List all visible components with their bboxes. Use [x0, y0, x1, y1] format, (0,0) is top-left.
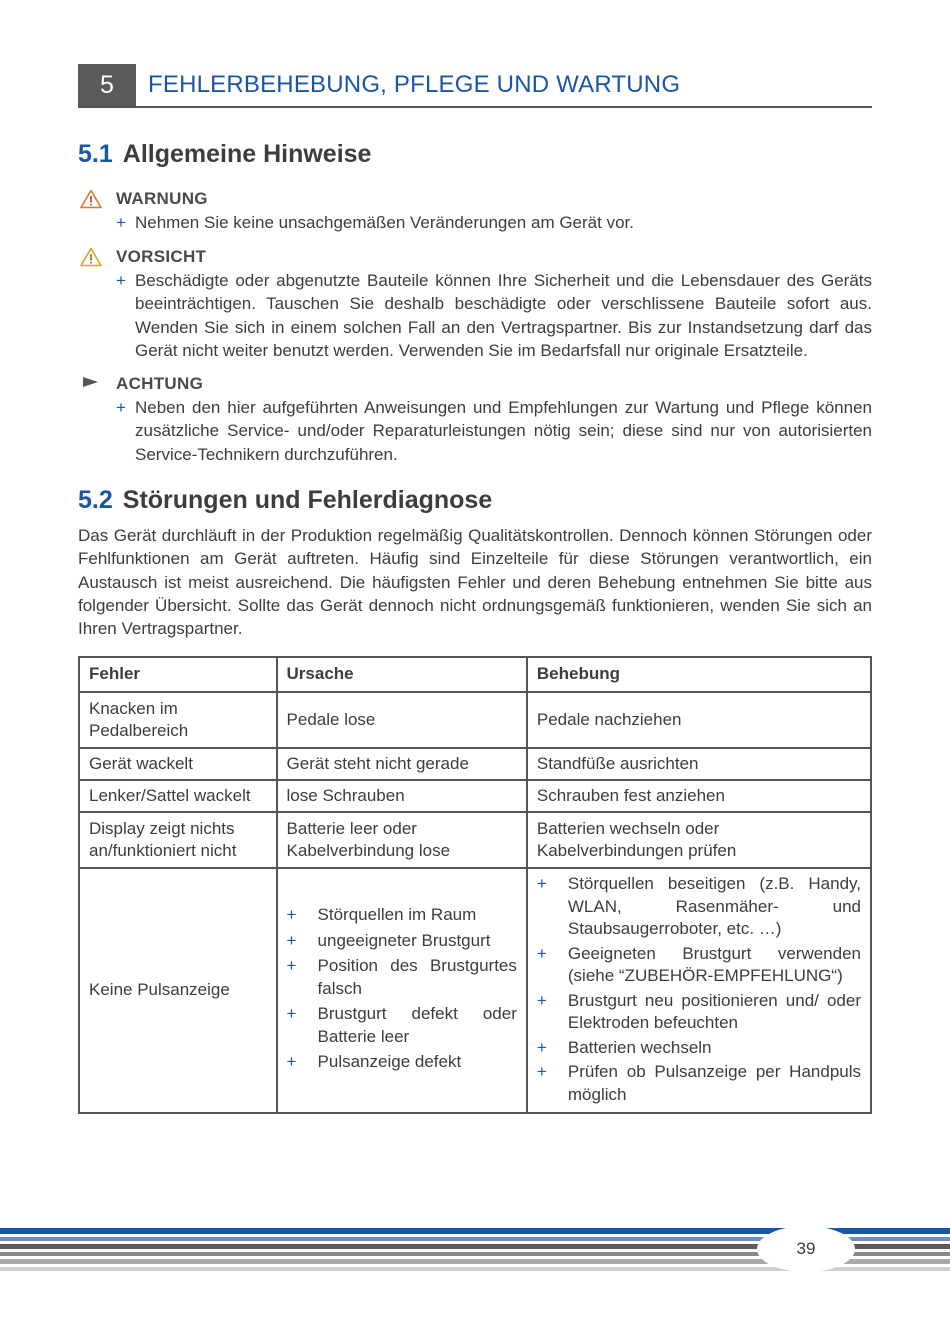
bullet-plus: + — [116, 213, 126, 232]
bullet-plus: + — [536, 990, 547, 1010]
warning-triangle-icon — [80, 189, 102, 209]
bullet-plus: + — [116, 271, 126, 290]
list-item — [537, 1061, 861, 1106]
cause-cell: Batterie leer oder Kabelverbindung lose — [277, 812, 527, 868]
cause-list — [287, 904, 517, 1074]
table-row — [79, 812, 871, 868]
table-row — [79, 692, 871, 748]
warning-label: WARNUNG — [116, 189, 208, 208]
caution-item — [116, 269, 872, 362]
fix-cell: Batterien wechseln oder Kabelverbindungen prüfen — [527, 812, 871, 868]
cause-cell — [277, 868, 527, 1113]
fix-text: Batterien wechseln — [567, 1037, 712, 1057]
list-item — [287, 1051, 517, 1074]
fix-cell: Standfüße ausrichten — [527, 748, 871, 780]
table-row — [79, 780, 871, 812]
section-number: 5.2 — [78, 486, 113, 514]
bullet-plus: + — [536, 943, 547, 963]
list-item — [537, 873, 861, 941]
fix-text: Prüfen ob Pulsanzeige per Handpuls möglich — [567, 1062, 861, 1104]
table-row — [79, 748, 871, 780]
chapter-header — [78, 64, 872, 108]
attention-label: ACHTUNG — [116, 374, 204, 393]
bullet-plus: + — [536, 874, 547, 893]
section-heading-general-notes — [78, 140, 371, 169]
cause-cell: Pedale lose — [277, 692, 527, 748]
chapter-title: FEHLERBEHEBUNG, PFLEGE UND WARTUNG — [148, 71, 681, 98]
cause-text: Störquellen im Raum — [317, 905, 477, 925]
cause-text: Pulsanzeige defekt — [317, 1052, 462, 1072]
warning-item — [116, 211, 872, 234]
bullet-plus: + — [286, 1004, 297, 1024]
fault-cell: Display zeigt nichts an/funktioniert nicht — [79, 812, 277, 868]
cause-text: ungeeigneter Brustgurt — [317, 930, 491, 950]
page-number: 39 — [796, 1239, 816, 1258]
fault-cell: Gerät wackelt — [79, 748, 277, 780]
list-item — [287, 1003, 517, 1048]
caution-text: Beschädigte oder abgenutzte Bauteile können Ihre Sicherheit und die Lebensdauer des Geräts beeinträchtigen. Tauschen Sie deshalb beschädigte oder verschlissene Bauteile sofort aus. Wenden Sie sich in einem solchen Fall an den Vertragspartner. Bis zur Instandsetzung darf das Gerät nicht weiter benutzt werden. Verwenden Sie im Bedarfsfall nur originale Ersatzteile. — [135, 271, 872, 360]
column-header-fix: Behebung — [527, 657, 871, 692]
bullet-plus: + — [286, 905, 297, 925]
bullet-plus: + — [536, 1062, 547, 1081]
attention-text: Neben den hier aufgeführten Anweisungen und Empfehlungen zur Wartung und Pflege können zusätzliche Service- und/oder Reparaturleistungen nötig sein; diese sind nur von autorisierten Service-Technikern durchzuführen. — [135, 398, 872, 464]
chapter-number: 5 — [78, 64, 136, 106]
bullet-plus: + — [116, 398, 126, 417]
bullet-plus: + — [286, 930, 297, 950]
section-title: Störungen und Fehlerdiagnose — [122, 486, 493, 514]
fix-cell: Pedale nachziehen — [527, 692, 871, 748]
cause-cell: lose Schrauben — [277, 780, 527, 812]
table-header-row — [79, 657, 871, 692]
cause-cell: Gerät steht nicht gerade — [277, 748, 527, 780]
fault-cell: Keine Pulsanzeige — [79, 868, 277, 1113]
bullet-plus: + — [286, 1052, 297, 1072]
table-row — [79, 868, 871, 1113]
flag-icon — [80, 375, 102, 395]
fix-list — [537, 873, 861, 1106]
bullet-plus: + — [286, 956, 297, 976]
list-item — [537, 1037, 861, 1060]
column-header-cause: Ursache — [277, 657, 527, 692]
fault-cell: Lenker/Sattel wackelt — [79, 780, 277, 812]
troubleshooting-table — [78, 656, 872, 1114]
column-header-fault: Fehler — [79, 657, 277, 692]
section-heading-troubleshooting — [78, 486, 492, 515]
list-item — [287, 955, 517, 1000]
section-title: Allgemeine Hinweise — [122, 140, 372, 168]
fault-cell: Knacken im Pedalbereich — [79, 692, 277, 748]
list-item — [537, 990, 861, 1035]
fix-text: Störquellen beseitigen (z.B. Handy, WLAN, Rasenmäher- und Staubsaugerroboter, etc. …) — [567, 874, 861, 938]
fix-text: Geeigneten Brustgurt verwenden (siehe “ZUBEHÖR-EMPFEHLUNG“) — [567, 943, 861, 985]
cause-text: Brustgurt defekt oder Batterie leer — [317, 1004, 517, 1046]
fix-cell — [527, 868, 871, 1113]
warning-text: Nehmen Sie keine unsachgemäßen Veränderungen am Gerät vor. — [135, 213, 634, 232]
list-item — [537, 943, 861, 988]
attention-item — [116, 396, 872, 466]
warning-triangle-icon — [80, 247, 102, 267]
intro-paragraph: Das Gerät durchläuft in der Produktion regelmäßig Qualitätskontrollen. Dennoch können Störungen oder Fehlfunktionen am Gerät auftreten. Häufig sind Einzelteile für diese Störungen verantwortlich, ein Austausch ist meist ausreichend. Die häufigsten Fehler und deren Behebung entnehmen Sie bitte aus folgender Übersicht. Sollte das Gerät dennoch nicht ordnungsgemäß funktionieren, wenden Sie sich an Ihren Vertragspartner. — [78, 526, 872, 639]
section-number: 5.1 — [78, 140, 113, 168]
list-item — [287, 930, 517, 953]
list-item — [287, 904, 517, 927]
bullet-plus: + — [536, 1037, 547, 1057]
fix-cell: Schrauben fest anziehen — [527, 780, 871, 812]
caution-label: VORSICHT — [116, 247, 207, 266]
fix-text: Brustgurt neu positionieren und/ oder Elektroden befeuchten — [567, 990, 861, 1032]
cause-text: Position des Brustgurtes falsch — [317, 956, 517, 998]
